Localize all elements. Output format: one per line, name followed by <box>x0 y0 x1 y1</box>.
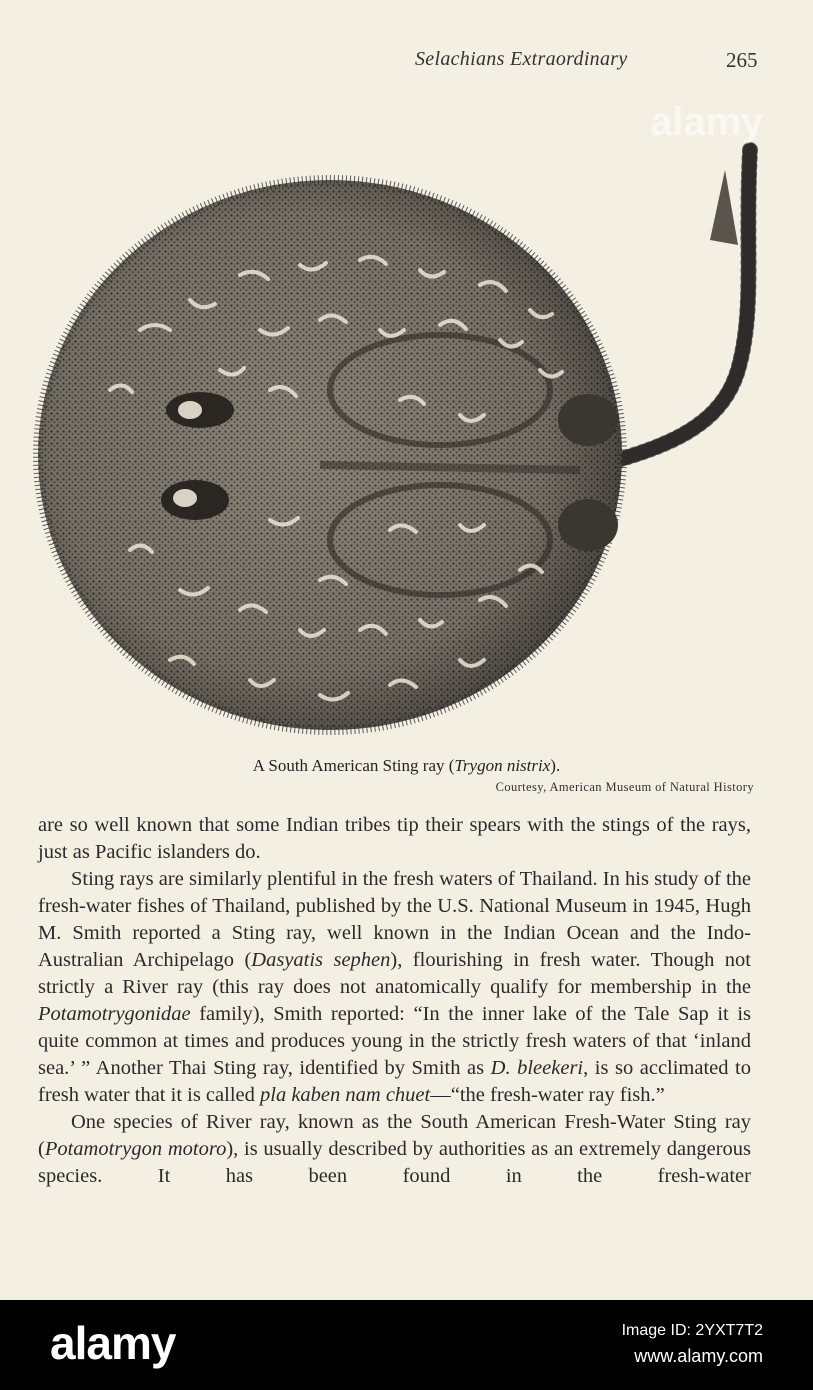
paragraph-3 <box>38 1109 751 1190</box>
alamy-url: www.alamy.com <box>634 1346 763 1366</box>
p3-text-b: ), is usually described by authorities as an extremely dangerous species. It has been found in the fresh-water <box>38 1138 751 1187</box>
p2-italic-1: Dasyatis sephen <box>251 949 391 971</box>
tail-spine <box>710 170 738 245</box>
paragraph-2 <box>38 866 751 1109</box>
p2-text-a: Sting rays are similarly plentiful in the fresh waters of Thailand. In his study of the fresh-water fishes of Thailand, published by the U.S. National Museum in 1945, Hugh M. Smith reported a Sting ray, well known in the Indian Ocean and the Indo-Australian Archipelago ( <box>38 868 751 971</box>
ghost-watermark: alamy <box>650 100 764 144</box>
p2-text-e: —“the fresh-water ray fish.” <box>430 1084 665 1106</box>
p2-italic-4: pla kaben nam chuet <box>260 1084 431 1106</box>
paragraph-1: are so well known that some Indian tribes tip their spears with the stings of the rays, just as Pacific islanders do. <box>38 814 751 863</box>
running-title: Selachians Extraordinary <box>415 48 628 70</box>
caption-suffix: ). <box>550 756 561 775</box>
sting-ray-illustration <box>20 70 800 760</box>
p2-text-b: ), flourishing in fresh water. Though not strictly a River ray (this ray does not anatomically qualify for membership in the <box>38 949 751 998</box>
p3-text-a: One species of River ray, known as the South American Fresh-Water Sting ray ( <box>38 1111 751 1160</box>
p2-italic-2: Potamotrygonidae <box>38 1003 191 1025</box>
alamy-logo: alamy <box>50 1317 176 1369</box>
p2-italic-3: D. bleekeri <box>490 1057 584 1079</box>
p3-italic-1: Potamotrygon motoro <box>44 1138 227 1160</box>
p2-text-d: , is so acclimated to fresh water that it is called <box>38 1057 751 1106</box>
caption-species: Trygon nistrix <box>454 756 551 775</box>
body-text <box>38 812 751 1190</box>
image-id: Image ID: 2YXT7T2 <box>621 1322 763 1339</box>
p2-text-c: family), Smith reported: “In the inner lake of the Tale Sap it is quite common at times and produces young in the strictly fresh waters of that ‘inland sea.’ ” Another Thai Sting ray, identified by Smith as <box>38 1003 751 1079</box>
page-number: 265 <box>726 48 758 72</box>
pelvic-fin-lower <box>558 499 618 551</box>
caption-prefix: A South American Sting ray ( <box>252 756 455 775</box>
pelvic-fin-upper <box>558 394 618 446</box>
figure-caption <box>0 756 813 776</box>
figure-credit: Courtesy, American Museum of Natural History <box>495 780 754 794</box>
